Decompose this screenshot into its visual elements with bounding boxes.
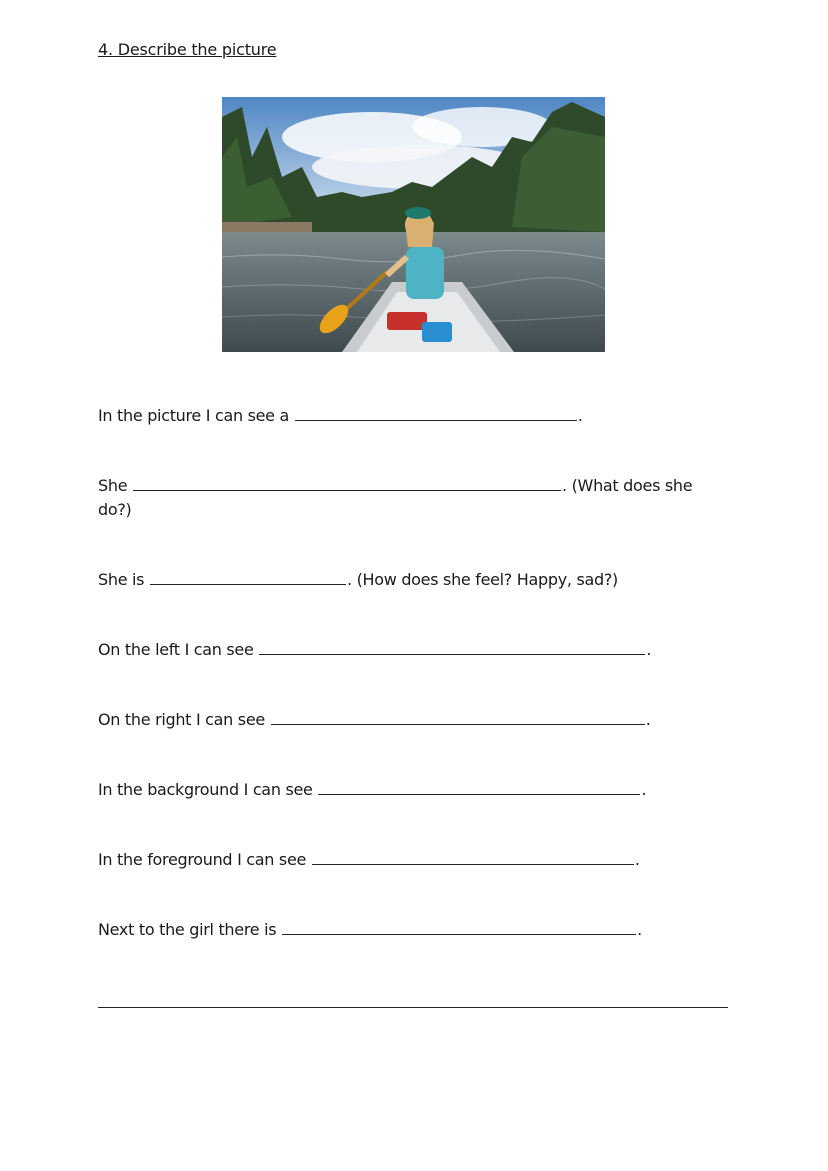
sentence-8-end: . — [637, 920, 642, 939]
canoe-photo — [222, 97, 605, 352]
answer-blank-7[interactable] — [312, 848, 634, 865]
answer-blank-4[interactable] — [259, 638, 645, 655]
answer-blank-6[interactable] — [318, 778, 640, 795]
exercise-heading: 4. Describe the picture — [98, 40, 277, 59]
answer-blank-2[interactable] — [133, 474, 561, 491]
sentence-2-continuation: do?) — [98, 500, 132, 519]
sentence-1 — [98, 404, 583, 428]
sentence-6-end: . — [641, 780, 647, 799]
sentence-4-text: On the left I can see — [98, 640, 254, 659]
sentence-3-end: . (How does she feel? Happy, sad?) — [347, 570, 619, 589]
sentence-3 — [98, 568, 618, 592]
sentence-4-end: . — [646, 640, 652, 659]
sentence-8 — [98, 918, 642, 942]
sentence-7-text: In the foreground I can see — [98, 850, 307, 869]
sentence-2-end: . (What does she — [562, 476, 693, 495]
sentence-1-text: In the picture I can see a — [98, 406, 290, 425]
sentence-2-text: She — [98, 476, 128, 495]
sentence-7 — [98, 848, 640, 872]
sentence-2 — [98, 474, 692, 498]
sentence-3-text: She is — [98, 570, 145, 589]
sentence-6 — [98, 778, 646, 802]
sentence-8-text: Next to the girl there is — [98, 920, 277, 939]
sentence-5-end: . — [645, 710, 651, 729]
sentence-7-end: . — [634, 850, 640, 869]
answer-blank-3[interactable] — [150, 568, 346, 585]
sentence-5-text: On the right I can see — [98, 710, 265, 729]
answer-blank-5[interactable] — [271, 708, 645, 725]
answer-blank-8[interactable] — [282, 918, 636, 935]
sentence-1-end: . — [577, 406, 583, 425]
canoe-illustration — [222, 97, 605, 352]
extra-answer-line[interactable] — [98, 1007, 728, 1008]
sentence-5 — [98, 708, 651, 732]
answer-blank-1[interactable] — [295, 404, 577, 421]
sentence-6-text: In the background I can see — [98, 780, 313, 799]
sentence-4 — [98, 638, 651, 662]
